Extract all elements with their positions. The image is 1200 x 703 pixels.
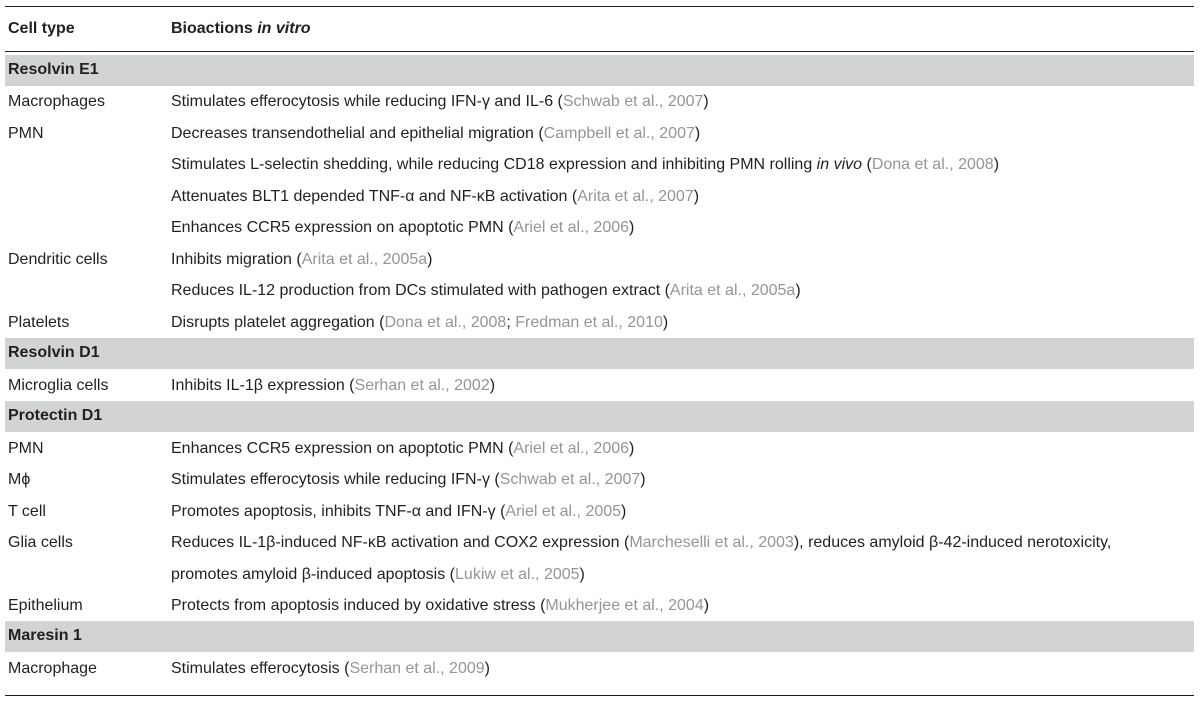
table-row [0, 433, 1200, 464]
bioaction-text: Disrupts platelet aggregation ( [171, 314, 385, 331]
bioaction-tail: ) [621, 503, 627, 520]
bioaction [171, 597, 709, 615]
header-rule [5, 51, 1194, 52]
bioaction-tail: ) [629, 440, 635, 457]
reference-link[interactable]: Dona et al., 2008 [871, 156, 994, 173]
table-row [0, 118, 1200, 149]
bioaction-text: Inhibits IL-1β expression ( [171, 377, 355, 394]
bioaction [171, 566, 585, 584]
cell-type: PMN [8, 125, 44, 142]
reference-link[interactable]: Lukiw et al., 2005 [455, 566, 580, 583]
table-row [0, 212, 1200, 243]
bioaction-text: Promotes apoptosis, inhibits TNF-α and IFN-γ ( [171, 503, 506, 520]
bioaction [171, 660, 490, 678]
table-row [0, 244, 1200, 275]
bioaction [171, 471, 646, 489]
bioaction-tail: ) [579, 566, 585, 583]
section-title: Maresin 1 [8, 627, 82, 644]
section-resolvin-d1 [5, 338, 1194, 369]
reference-link[interactable]: Ariel et al., 2005 [505, 503, 622, 520]
reference-link[interactable]: Serhan et al., 2009 [349, 660, 485, 677]
bioaction-tail: ) [703, 93, 709, 110]
bioaction [171, 219, 634, 237]
reference-link[interactable]: Campbell et al., 2007 [543, 125, 695, 142]
cell-type: Macrophage [8, 660, 97, 677]
table-row [0, 181, 1200, 212]
reference-link[interactable]: Schwab et al., 2007 [499, 471, 641, 488]
reference-link[interactable]: Serhan et al., 2002 [354, 377, 490, 394]
bioaction-text: Inhibits migration ( [171, 251, 302, 268]
table-row [0, 275, 1200, 306]
bioaction [171, 314, 668, 332]
bioaction-text: Stimulates efferocytosis while reducing IFN-γ and IL-6 ( [171, 93, 563, 110]
bioaction-text: ( [862, 156, 872, 173]
cell-type: Mϕ [8, 471, 31, 488]
bioaction-tail: ) [640, 471, 646, 488]
bioaction [171, 125, 700, 143]
bioaction-text: Enhances CCR5 expression on apoptotic PMN ( [171, 440, 514, 457]
bioaction [171, 534, 1111, 552]
bottom-rule [5, 695, 1194, 696]
table-row [0, 496, 1200, 527]
bioaction [171, 188, 699, 206]
table-row [0, 86, 1200, 117]
table-row [0, 370, 1200, 401]
bioaction-tail: ) [489, 377, 496, 394]
cell-type: Platelets [8, 314, 70, 331]
cell-type: Epithelium [8, 597, 83, 614]
top-rule [5, 6, 1194, 7]
table-row [0, 464, 1200, 495]
reference-link[interactable]: Mukherjee et al., 2004 [545, 597, 704, 614]
table-row [0, 149, 1200, 180]
bioaction-tail: ) [694, 125, 701, 142]
header-cell-type: Cell type [8, 20, 75, 37]
bioaction-tail: ) [703, 597, 710, 614]
section-title: Resolvin E1 [8, 61, 99, 78]
reference-link[interactable]: Arita et al., 2005a [301, 251, 428, 268]
bioaction-italic: in vivo [816, 156, 863, 173]
bioaction-text: Attenuates BLT1 depended TNF-α and NF-κB activation ( [171, 188, 578, 205]
table-row [0, 559, 1200, 590]
reference-link[interactable]: Marcheselli et al., 2003 [629, 534, 794, 551]
bioaction-text: Stimulates efferocytosis while reducing IFN-γ ( [171, 471, 500, 488]
reference-link[interactable]: Ariel et al., 2006 [513, 219, 630, 236]
bioaction-tail: ) [629, 219, 635, 236]
table-row [0, 590, 1200, 621]
bioaction-text: promotes amyloid β-induced apoptosis ( [171, 566, 456, 583]
bioaction-text: Reduces IL-1β-induced NF-κB activation and COX2 expression ( [171, 534, 630, 551]
table-row [0, 527, 1200, 558]
bioaction-text: Protects from apoptosis induced by oxidative stress ( [171, 597, 546, 614]
cell-type: Microglia cells [8, 377, 109, 394]
section-title: Protectin D1 [8, 407, 103, 424]
bioaction-text: Reduces IL-12 production from DCs stimulated with pathogen extract ( [171, 282, 670, 299]
header-bioactions-italic: in vitro [257, 20, 311, 37]
table-row [0, 307, 1200, 338]
bioaction-tail: ) [693, 188, 700, 205]
bioaction-tail: ), reduces amyloid β-42-induced nerotoxicity, [793, 534, 1112, 551]
header-bioactions [171, 20, 311, 38]
reference-link[interactable]: Ariel et al., 2006 [513, 440, 630, 457]
bioaction-tail: ) [993, 156, 1000, 173]
bioaction-tail: ) [795, 282, 801, 299]
cell-type: Macrophages [8, 93, 105, 110]
cell-type: Glia cells [8, 534, 73, 551]
bioaction [171, 503, 626, 521]
bioaction-text: Enhances CCR5 expression on apoptotic PMN ( [171, 219, 514, 236]
bioaction-separator: ; [506, 314, 516, 331]
bioaction-tail: ) [484, 660, 490, 677]
table-row [0, 653, 1200, 684]
cell-type: T cell [8, 503, 46, 520]
bioaction [171, 156, 999, 174]
bioaction [171, 377, 495, 395]
cell-type: Dendritic cells [8, 251, 108, 268]
reference-link[interactable]: Arita et al., 2007 [577, 188, 694, 205]
reference-link[interactable]: Schwab et al., 2007 [562, 93, 704, 110]
section-protectin-d1 [5, 401, 1194, 432]
reference-link[interactable]: Fredman et al., 2010 [515, 314, 663, 331]
bioaction [171, 440, 634, 458]
header-bioactions-label: Bioactions [171, 20, 258, 37]
bioaction-text: Stimulates L-selectin shedding, while reducing CD18 expression and inhibiting PMN rolling [171, 156, 817, 173]
bioaction [171, 251, 432, 269]
bioaction-tail: ) [662, 314, 669, 331]
cell-type: PMN [8, 440, 44, 457]
bioaction-text: Stimulates efferocytosis ( [171, 660, 350, 677]
section-maresin-1 [5, 621, 1194, 652]
bioaction-text: Decreases transendothelial and epithelial migration ( [171, 125, 544, 142]
section-resolvin-e1 [5, 55, 1194, 86]
bioaction [171, 282, 801, 300]
reference-link[interactable]: Dona et al., 2008 [384, 314, 507, 331]
bioaction-tail: ) [427, 251, 433, 268]
section-title: Resolvin D1 [8, 344, 100, 361]
bioaction [171, 93, 709, 111]
reference-link[interactable]: Arita et al., 2005a [669, 282, 796, 299]
